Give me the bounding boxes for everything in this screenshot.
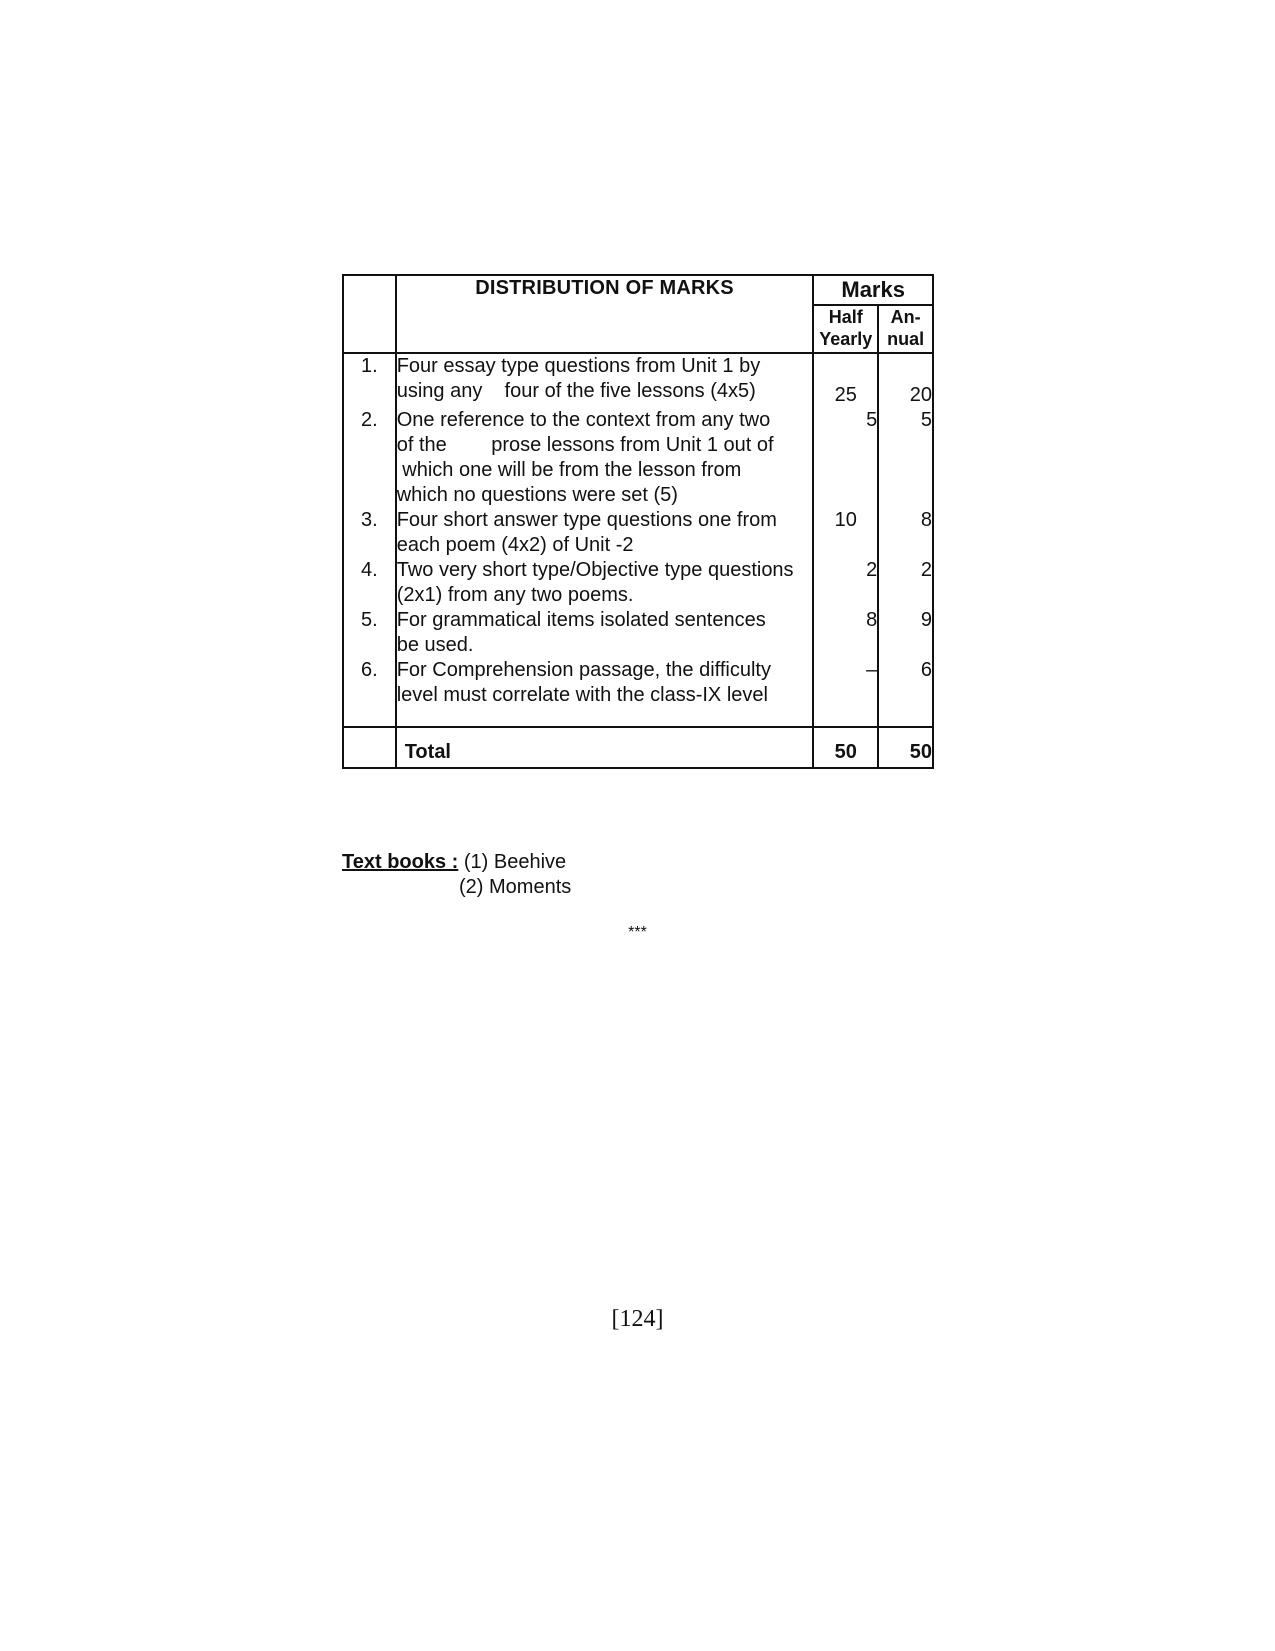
annual-value: 9 [878, 608, 933, 658]
half-yearly-value: 5 [813, 408, 878, 508]
marks-header: Marks [813, 275, 933, 305]
half-yearly-header: Half Yearly [813, 305, 878, 353]
textbooks-section [342, 850, 571, 900]
textbook-moments: (2) Moments [459, 876, 572, 898]
row-number: 3. [343, 508, 396, 558]
annual-header: An- nual [878, 305, 933, 353]
serial-header-cell [343, 275, 396, 353]
half-yearly-value: 25 [813, 353, 878, 408]
half-yearly-value: 8 [813, 608, 878, 658]
half-yearly-value: 10 [813, 508, 878, 558]
table-row [343, 608, 933, 658]
total-half-yearly: 50 [813, 727, 878, 768]
row-number: 5. [343, 608, 396, 658]
table-row [343, 558, 933, 608]
annual-value: 2 [878, 558, 933, 608]
row-number: 2. [343, 408, 396, 508]
total-row [343, 727, 933, 768]
textbook-beehive: (1) Beehive [463, 851, 567, 873]
textbooks-line-2 [342, 875, 571, 900]
page-number: [124] [611, 1306, 664, 1332]
table-row [343, 408, 933, 508]
table-row [343, 353, 933, 408]
annual-value: 20 [878, 353, 933, 408]
table-header-row [343, 275, 933, 305]
total-annual: 50 [878, 727, 933, 768]
textbooks-line-1 [342, 850, 571, 875]
row-number: 6. [343, 658, 396, 727]
row-description: One reference to the context from any two of the prose lessons from Unit 1 out of which one will be from the lesson from which no questions were set (5) [396, 408, 814, 508]
total-serial-cell [343, 727, 396, 768]
half-yearly-value: 2 [813, 558, 878, 608]
row-description: Four short answer type questions one from each poem (4x2) of Unit -2 [396, 508, 814, 558]
row-description: For Comprehension passage, the difficulty level must correlate with the class-IX level [396, 658, 814, 727]
annual-value: 6 [878, 658, 933, 727]
annual-value: 5 [878, 408, 933, 508]
distribution-title: DISTRIBUTION OF MARKS [396, 275, 814, 353]
marks-distribution-table [342, 274, 934, 769]
row-number: 1. [343, 353, 396, 408]
textbooks-label: Text books : [342, 851, 459, 873]
half-yearly-value: – [813, 658, 878, 727]
annual-value: 8 [878, 508, 933, 558]
row-description: Two very short type/Objective type questions (2x1) from any two poems. [396, 558, 814, 608]
row-description: For grammatical items isolated sentences be used. [396, 608, 814, 658]
table-row [343, 508, 933, 558]
row-number: 4. [343, 558, 396, 608]
table-row [343, 658, 933, 727]
section-separator: *** [628, 924, 647, 941]
row-description: Four essay type questions from Unit 1 by using any four of the five lessons (4x5) [396, 353, 814, 408]
total-label: Total [396, 727, 814, 768]
